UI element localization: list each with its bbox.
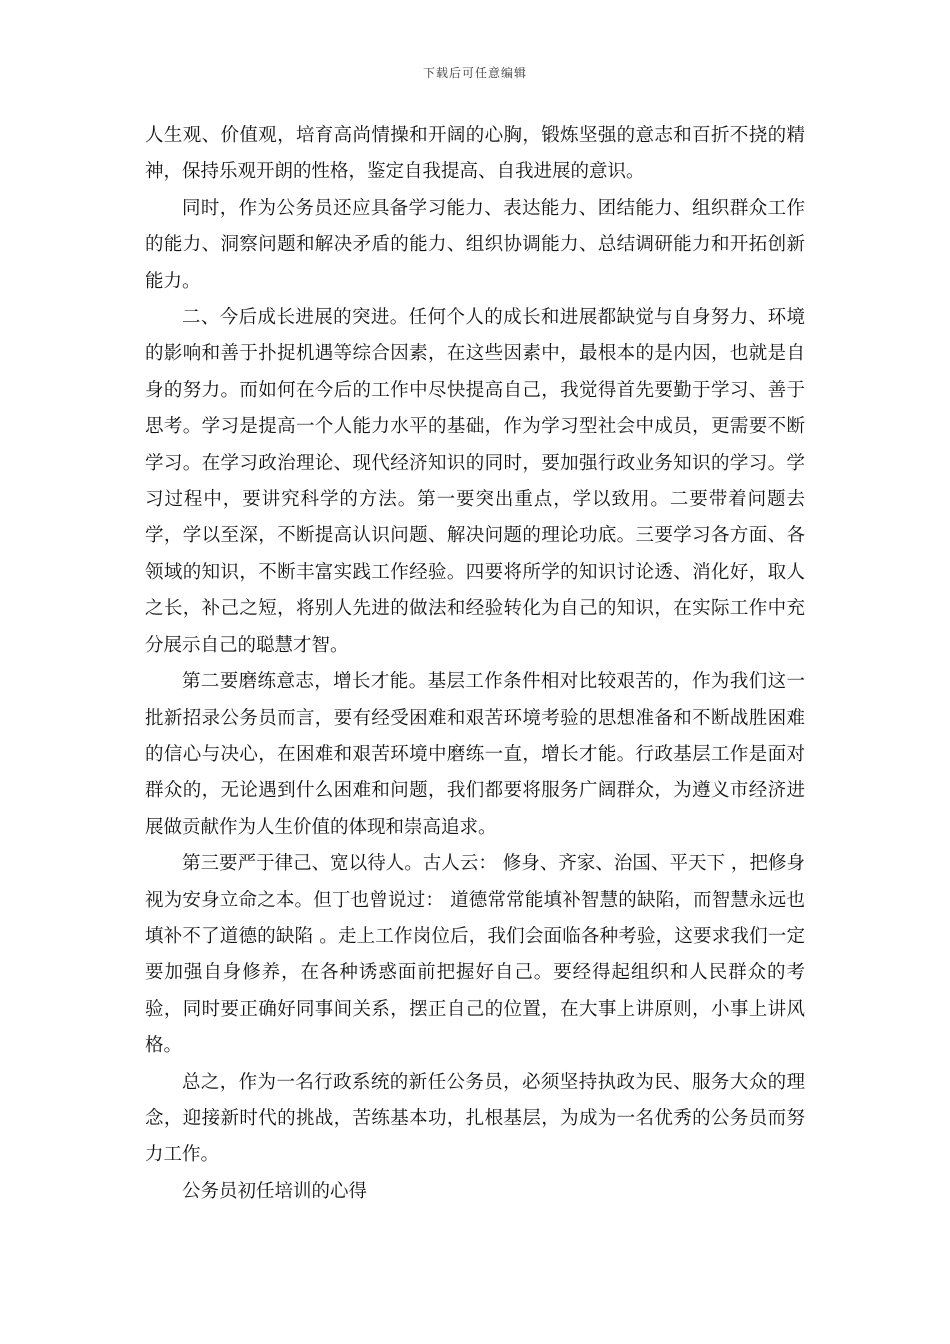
paragraph-2: 同时，作为公务员还应具备学习能力、表达能力、团结能力、组织群众工作的能力、洞察问题和解决矛盾的能力、组织协调能力、总结调研能力和开拓创新能力。: [145, 197, 805, 292]
paragraph-6: 总之，作为一名行政系统的新任公务员，必须坚持执政为民、服务大众的理念，迎接新时代的挑战，苦练基本功，扎根基层，为成为一名优秀的公务员而努力工作。: [145, 1071, 805, 1166]
paragraph-3: 二、今后成长进展的突进。任何个人的成长和进展都缺觉与自身努力、环境的影响和善于扑捉机遇等综合因素，在这些因素中，最根本的是内因，也就是自身的努力。而如何在今后的工作中尽快提高自己，我觉得首先要勤于学习、善于思考。学习是提高一个人能力水平的基础，作为学习型社会中成员，更需要不断学习。在学习政治理论、现代经济知识的同时，要加强行政业务知识的学习。学习过程中，要讲究科学的方法。第一要突出重点，学以致用。二要带着问题去学，学以至深，不断提高认识问题、解决问题的理论功底。三要学习各方面、各领域的知识，不断丰富实践工作经验。四要将所学的知识讨论透、消化好，取人之长，补己之短，将别人先进的做法和经验转化为自己的知识，在实际工作中充分展示自己的聪慧才智。: [145, 307, 805, 656]
paragraph-1: 人生观、价值观，培育高尚情操和开阔的心胸，锻炼坚强的意志和百折不挠的精神，保持乐观开朗的性格，鉴定自我提高、自我进展的意识。: [145, 125, 805, 183]
paragraph-4: 第二要磨练意志，增长才能。基层工作条件相对比较艰苦的，作为我们这一批新招录公务员而言，要有经受困难和艰苦环境考验的思想准备和不断战胜困难的信心与决心，在困难和艰苦环境中磨练一直，增长才能。行政基层工作是面对群众的，无论遇到什么困难和问题，我们都要将服务广阔群众，为遵义市经济进展做贡献作为人生价值的体现和崇高追求。: [145, 671, 805, 838]
paragraph-5: 第三要严于律己、宽以待人。古人云： 修身、齐家、治国、平天下 ，把修身视为安身立命之本。但丁也曾说过： 道德常常能填补智慧的缺陷，而智慧永远也填补不了道德的缺陷 。走上工作岗位后，我们会面临各种考验，这要求我们一定要加强自身修养，在各种诱惑面前把握好自己。要经得起组织和人民群众的考验，同时要正确好同事间关系，摆正自己的位置，在大事上讲原则，小事上讲风格。: [145, 853, 805, 1057]
document-body: [145, 118, 805, 1210]
page-header-note: 下载后可任意编辑: [422, 66, 527, 80]
section-title: 公务员初任培训的心得: [182, 1180, 368, 1202]
